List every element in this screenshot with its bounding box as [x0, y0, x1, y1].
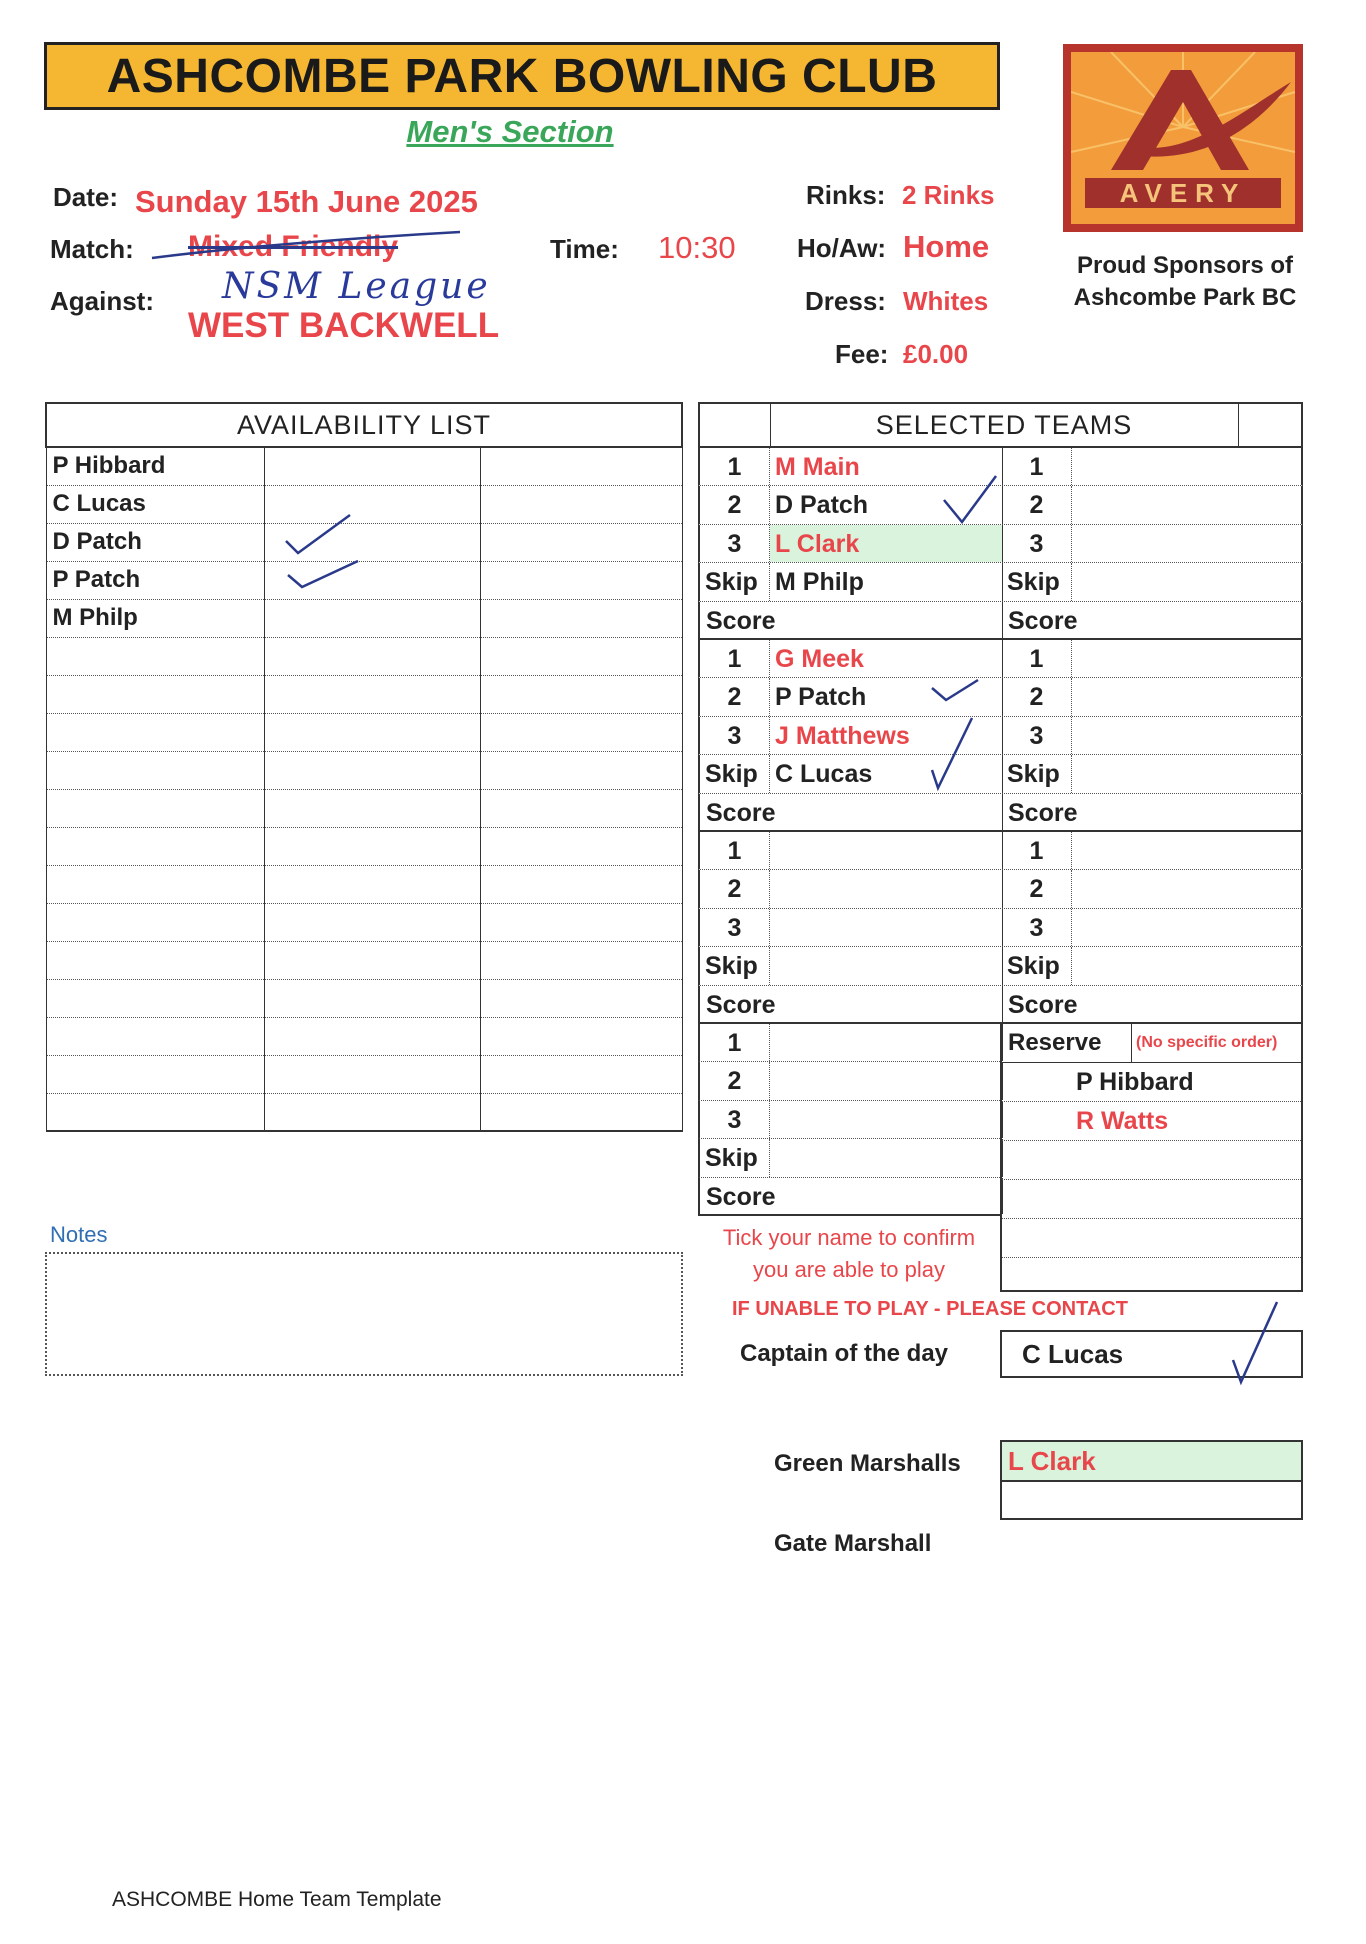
position-label: Skip	[1002, 947, 1072, 984]
team-row	[698, 870, 1303, 908]
rinks-value: 2 Rinks	[902, 180, 995, 210]
availability-cell[interactable]	[264, 599, 480, 637]
date-value: Sunday 15th June 2025	[135, 184, 478, 219]
date-label: Date:	[53, 182, 119, 212]
position-label: 1	[1002, 832, 1072, 869]
match-value-struck: Mixed Friendly	[188, 230, 399, 263]
position-label: Skip	[700, 563, 770, 600]
position-label: 3	[700, 1101, 770, 1138]
reserve-name: R Watts	[1002, 1102, 1301, 1141]
green-marshalls-label: Green Marshalls	[774, 1450, 961, 1477]
position-label: 2	[700, 486, 770, 523]
player-name[interactable]: M Philp	[775, 568, 864, 597]
dress-value: Whites	[903, 286, 989, 316]
notes-label: Notes	[50, 1222, 108, 1247]
fee-label: Fee:	[835, 339, 889, 369]
team-row	[698, 1062, 1002, 1100]
tick-note-line1: Tick your name to confirm	[722, 1225, 976, 1250]
position-label: 3	[700, 717, 770, 754]
team-row	[698, 909, 1303, 947]
player-name[interactable]	[770, 1139, 1002, 1176]
score-label: Score	[706, 1182, 776, 1211]
against-label: Against:	[50, 286, 154, 316]
score-label: Score	[706, 606, 776, 635]
tick-note-line2: you are able to play	[752, 1257, 946, 1282]
availability-cell[interactable]	[264, 447, 480, 485]
availability-table	[45, 402, 683, 1132]
player-name[interactable]	[770, 1101, 1002, 1138]
position-label: 2	[700, 1062, 770, 1099]
dress-label: Dress:	[805, 286, 886, 316]
availability-name: D Patch	[46, 523, 264, 561]
availability-cell[interactable]	[480, 599, 682, 637]
score-label: Score	[706, 990, 776, 1019]
green-marshall-field[interactable]: L Clark	[1000, 1440, 1303, 1482]
position-label: 3	[1002, 717, 1072, 754]
reserve-note: (No specific order)	[1136, 1034, 1278, 1051]
player-name[interactable]: D Patch	[775, 491, 869, 520]
position-label: Skip	[700, 947, 770, 984]
selected-title: SELECTED TEAMS	[875, 410, 1133, 440]
availability-cell[interactable]	[480, 447, 682, 485]
score-row	[698, 986, 1303, 1024]
club-title: ASHCOMBE PARK BOWLING CLUB	[44, 42, 1000, 110]
team-row	[698, 1139, 1002, 1177]
hoaw-value: Home	[903, 229, 990, 264]
player-name[interactable]	[770, 909, 1002, 946]
reserve-slot[interactable]	[1002, 1141, 1301, 1180]
footer-text: ASHCOMBE Home Team Template	[112, 1888, 442, 1911]
player-name[interactable]	[770, 1024, 1002, 1061]
availability-title: AVAILABILITY LIST	[46, 403, 682, 447]
availability-cell[interactable]	[480, 523, 682, 561]
position-label: 3	[700, 909, 770, 946]
against-value: WEST BACKWELL	[188, 306, 500, 345]
position-label: 1	[700, 448, 770, 485]
player-name[interactable]	[770, 832, 1002, 869]
reserve-slot[interactable]	[1002, 1180, 1301, 1219]
position-label: 2	[700, 678, 770, 715]
reserve-block	[1000, 1024, 1303, 1292]
availability-name: P Hibbard	[46, 447, 264, 485]
section-subtitle: Men's Section	[406, 114, 614, 149]
position-label: 2	[1002, 486, 1072, 523]
reserve-name: P Hibbard	[1002, 1063, 1301, 1102]
logo-text: AVERY	[1119, 178, 1247, 208]
green-marshall-field-2[interactable]	[1000, 1480, 1303, 1520]
time-label: Time:	[550, 234, 619, 264]
team-row	[698, 832, 1303, 870]
reserve-slot[interactable]	[1002, 1219, 1301, 1258]
match-handwritten: NSM League	[222, 266, 491, 307]
captain-field[interactable]: C Lucas	[1000, 1330, 1303, 1378]
player-name[interactable]: L Clark	[770, 525, 1002, 562]
position-label: 1	[700, 832, 770, 869]
column-divider	[1002, 986, 1003, 1022]
position-label: Skip	[700, 755, 770, 792]
player-name[interactable]	[770, 1062, 1002, 1099]
score-label: Score	[1008, 798, 1078, 827]
player-name[interactable]	[770, 947, 1002, 984]
player-name[interactable]: C Lucas	[775, 760, 873, 789]
gate-marshall-label: Gate Marshall	[774, 1530, 932, 1557]
availability-name: M Philp	[46, 599, 264, 637]
position-label: 1	[700, 1024, 770, 1061]
player-name[interactable]: P Patch	[775, 683, 867, 712]
team-row	[698, 947, 1303, 985]
avery-logo	[1063, 44, 1303, 232]
position-label: 3	[1002, 525, 1072, 562]
time-value: 10:30	[658, 230, 736, 265]
match-label: Match:	[50, 234, 134, 264]
strike-stroke	[150, 228, 470, 262]
position-label: Skip	[1002, 563, 1072, 600]
player-name[interactable]: M Main	[775, 453, 860, 481]
tick-marks-selected	[930, 470, 1010, 800]
score-label: Score	[1008, 606, 1078, 635]
score-row	[698, 1178, 1002, 1216]
score-label: Score	[1008, 990, 1078, 1019]
notes-field[interactable]	[45, 1252, 683, 1376]
team-row	[698, 1101, 1002, 1139]
selected-header	[698, 402, 1303, 448]
position-label: 3	[1002, 909, 1072, 946]
position-label: 1	[1002, 640, 1072, 677]
availability-name: C Lucas	[46, 485, 264, 523]
availability-cell[interactable]	[480, 485, 682, 523]
tick-mark-captain	[1225, 1300, 1285, 1390]
position-label: 1	[700, 640, 770, 677]
captain-label: Captain of the day	[740, 1340, 949, 1367]
position-label: 3	[700, 525, 770, 562]
availability-name: P Patch	[46, 561, 264, 599]
availability-cell[interactable]	[480, 561, 682, 599]
position-label: 1	[1002, 448, 1072, 485]
position-label: 2	[1002, 870, 1072, 907]
tick-note	[698, 1222, 1000, 1286]
position-label: Skip	[1002, 755, 1072, 792]
player-name[interactable]: J Matthews	[775, 721, 910, 750]
player-name[interactable]: G Meek	[775, 645, 864, 673]
position-label: 2	[700, 870, 770, 907]
score-label: Score	[706, 798, 776, 827]
rinks-label: Rinks:	[806, 180, 886, 210]
contact-note: IF UNABLE TO PLAY - PLEASE CONTACT	[732, 1298, 1128, 1320]
fee-value: £0.00	[903, 339, 969, 369]
tick-marks-availability	[280, 505, 360, 595]
position-label: 2	[1002, 678, 1072, 715]
player-name[interactable]	[770, 870, 1002, 907]
team-row	[698, 1024, 1002, 1062]
hoaw-label: Ho/Aw:	[797, 233, 887, 263]
reserve-label: Reserve	[1002, 1024, 1132, 1062]
sponsor-text: Proud Sponsors of Ashcombe Park BC	[1073, 252, 1297, 311]
position-label: Skip	[700, 1139, 770, 1176]
reserve-slot[interactable]	[1002, 1258, 1301, 1296]
